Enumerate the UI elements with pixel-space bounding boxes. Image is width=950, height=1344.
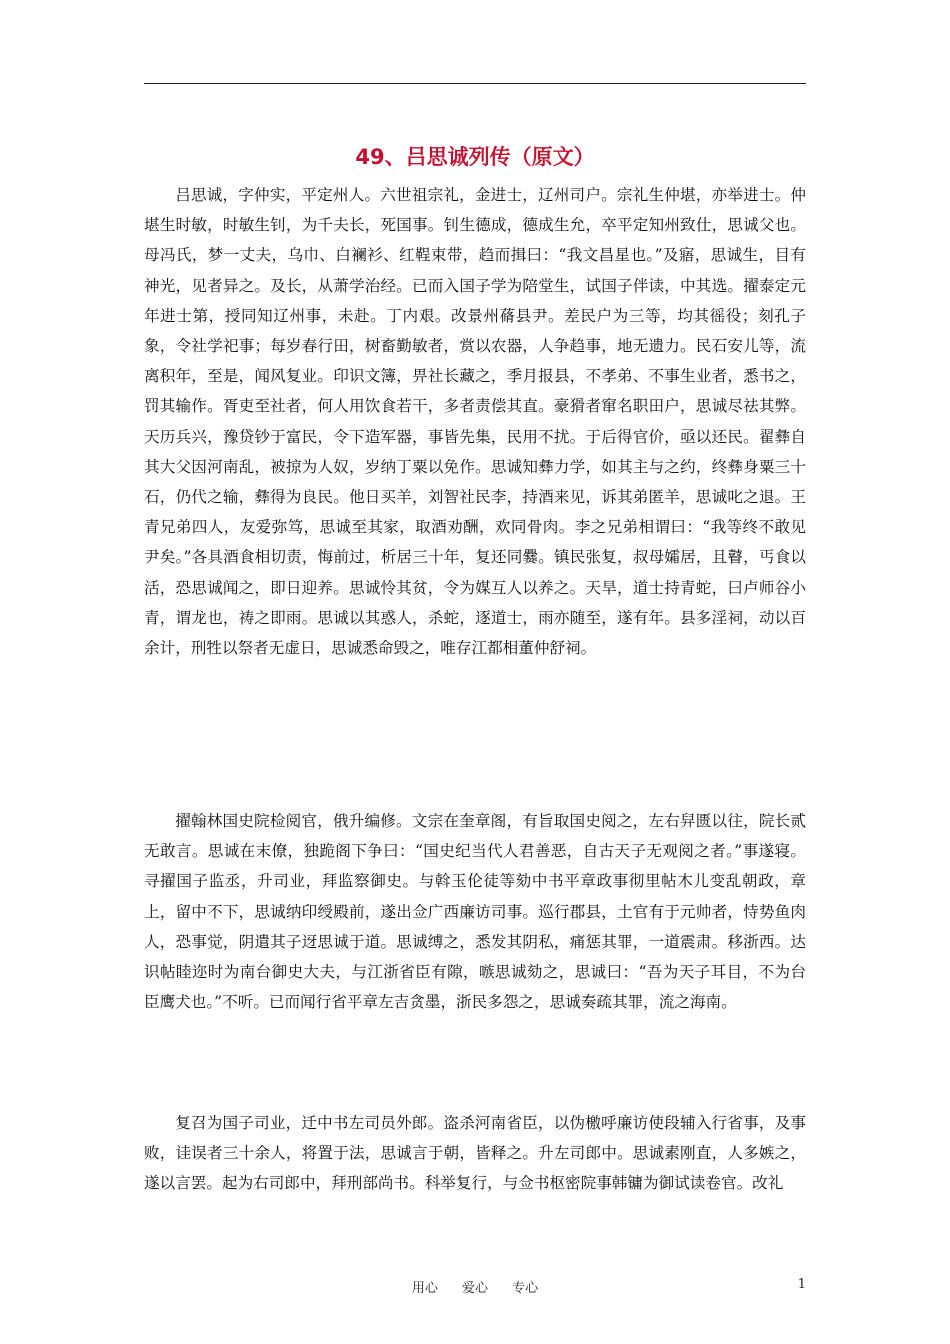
page-number: 1 — [797, 1277, 806, 1292]
footer-motto-word: 爱心 — [461, 1281, 488, 1296]
page-footer — [0, 1277, 950, 1299]
footer-motto — [0, 1277, 950, 1296]
document-title: 49、吕思诚列传（原文） — [355, 145, 595, 169]
body-paragraph-1: 吕思诚，字仲实，平定州人。六世祖宗礼，金进士，辽州司户。宗礼生仲堪，亦举进士。仲堪生时敏，时敏生钊，为千夫长，死国事。钊生德成，德成生允，卒平定知州致仕，思诚父也。母冯氏，梦一丈夫，乌巾、白襕衫、红鞓束带，趋而揖曰：“我文昌星也。”及寤，思诚生，目有神光，见者异之。及长，从萧学治经。已而入国子学为陪堂生，试国子伴读，中其选。擢泰定元年进士第，授同知辽州事，未赴。丁内艰。改景州蓨县尹。差民户为三等，均其徭役；刻孔子象，令社学祀事；每岁春行田，树畜勤敏者，赏以农器，人争趋事，地无遗力。民石安儿等，流离积年，至是，闻风复业。印识文簿，畀社长藏之，季月报县，不孝弟、不事生业者，悉书之，罚其输作。胥吏至社者，何人用饮食若干，多者责偿其直。豪猾者窜名职田户，思诚尽祛其弊。天历兵兴，豫贷钞于富民，令下造军器，事皆先集，民用不扰。于后得官价，亟以还民。翟彝自其大父因河南乱，被掠为人奴，岁纳丁粟以免作。思诚知彝力学，如其主与之约，终彝身粟三十石，仍代之输，彝得为良民。他日买羊，刘智社民李，持酒来见，诉其弟匿羊，思诚叱之退。王青兄弟四人，友爱弥笃，思诚至其家，取酒劝酬，欢同骨肉。李之兄弟相谓曰：“我等终不敢见尹矣。”各具酒食相切责，悔前过，析居三十年，复还同爨。镇民张复，叔母孀居，且瞽，丐食以活，恐思诚闻之，即日迎养。思诚怜其贫，令为媒互人以养之。天旱，道士持青蛇，曰卢师谷小青，谓龙也，祷之即雨。思诚以其惑人，杀蛇，逐道士，雨亦随至，遂有年。县多淫祠，动以百余计，刑牲以祭者无虚日，思诚悉命毁之，唯存江都相董仲舒祠。 — [144, 186, 806, 658]
body-paragraph-2: 擢翰林国史院检阅官，俄升编修。文宗在奎章阁，有旨取国史阅之，左右舁匮以往，院长贰无敢言。思诚在末僚，独跪阁下争曰：“国史纪当代人君善恶，自古天子无观阅之者。”事遂寝。寻擢国子监丞，升司业，拜监察御史。与斡玉伦徒等劾中书平章政事彻里帖木儿变乱朝政，章上，留中不下，思诚纳印绶殿前，遂出佥广西廉访司事。巡行郡县，土官有于元帅者，恃势鱼肉人，恐事觉，阴遣其子迓思诚于道。思诚缚之，悉发其阴私，痛惩其罪，一道震肃。移浙西。达识帖睦迩时为南台御史大夫，与江浙省臣有隙，嗾思诚劾之，思诚曰：“吾为天子耳目，不为台臣鹰犬也。”不听。已而闻行省平章左吉贪墨，浙民多怨之，思诚奏疏其罪，流之海南。 — [144, 812, 806, 1012]
body-paragraph-3: 复召为国子司业，迁中书左司员外郎。盗杀河南省臣，以伪檄呼廉访使段辅入行省事，及事败，诖误者三十余人，将置于法，思诚言于朝，皆释之。升左司郎中。思诚素刚直，人多嫉之，遂以言罢。起为右司郎中，拜刑部尚书。科举复行，与佥书枢密院事韩镛为御试读卷官。改礼 — [144, 1114, 806, 1193]
footer-motto-word: 专心 — [512, 1281, 539, 1296]
header-rule — [144, 83, 806, 84]
footer-motto-word: 用心 — [411, 1281, 438, 1296]
